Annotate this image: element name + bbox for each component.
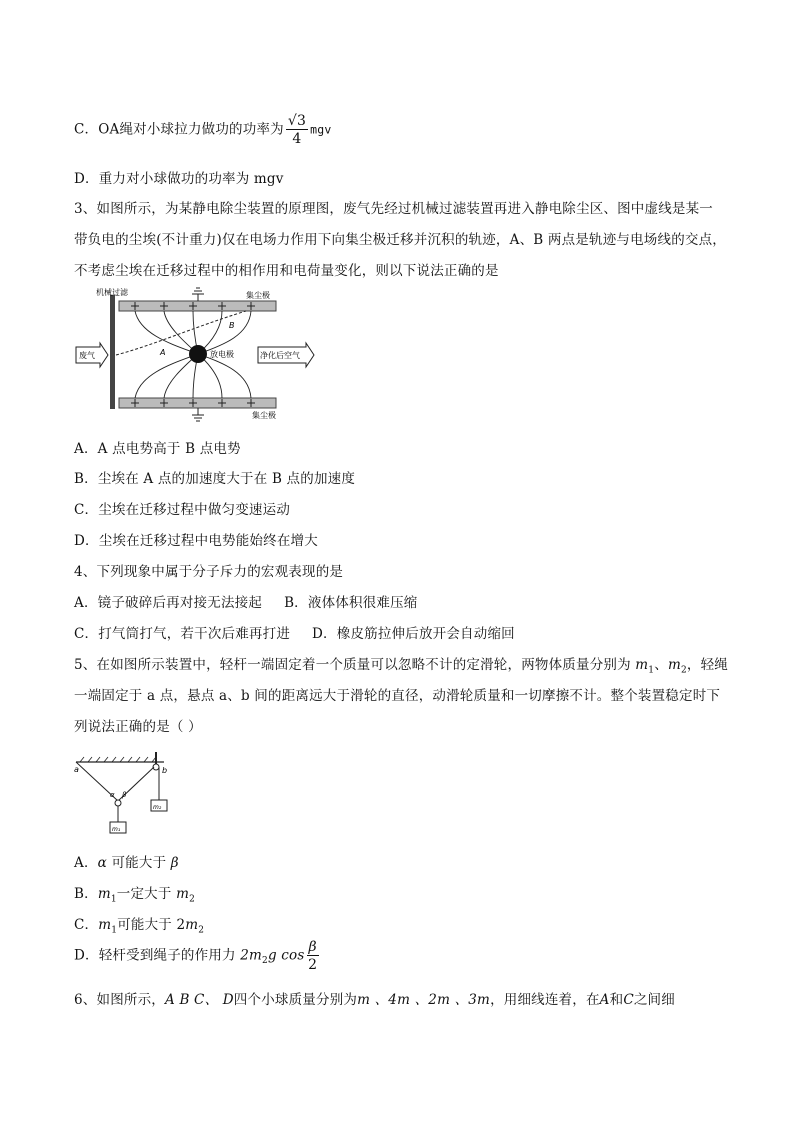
point-a-label: a	[74, 765, 79, 774]
fraction: $\frac{√3}{4}$	[287, 113, 307, 147]
q5-stem-3: 列说法正确的是（ ）	[74, 719, 202, 735]
q3-option-a: A．A 点电势高于 B 点电势	[74, 441, 241, 457]
q5-stem-1: 5、在如图所示装置中，轻杆一端固定着一个质量可以忽略不计的定滑轮，两物体质量分别为 $m_1$、$m_2$，轻绳	[74, 657, 728, 676]
q4-options-row-1: A．镜子破碎后再对接无法接起 B．液体体积很难压缩	[74, 595, 418, 611]
q5-option-d: D．轻杆受到绳子的作用力 $2m_2g$ cos $\frac{\beta}{2}$	[74, 939, 318, 973]
q4-options-row-2: C．打气筒打气，若干次后难再打进 D．橡皮筋拉伸后放开会自动缩回	[74, 626, 515, 642]
filter-bar	[110, 295, 115, 409]
q3-stem-3: 不考虑尘埃在迁移过程中的相作用和电荷量变化，则以下说法正确的是	[74, 263, 499, 279]
option-d-prev: D．重力对小球做功的功率为 mgv	[74, 171, 284, 187]
movable-pulley	[115, 800, 121, 806]
q6-stem: 6、如图所示，A B C、 D四个小球质量分别为m 、4m 、2m 、3m，用细线连着，在A和C之间细	[74, 992, 675, 1008]
bottom-plate-label: 集尘极	[252, 411, 276, 420]
electrostatic-precipitator-figure	[74, 285, 326, 425]
outlet-label: 净化后空气	[260, 351, 300, 360]
q3-stem-2: 带负电的尘埃(不计重力)仅在电场力作用下向集尘极迁移并沉积的轨迹，A、B 两点是轨迹与电场线的交点，	[74, 232, 726, 248]
filter-label: 机械过滤	[96, 288, 128, 297]
q3-option-b: B．尘埃在 A 点的加速度大于在 B 点的加速度	[74, 471, 356, 487]
point-a: A	[160, 348, 166, 357]
inlet-label: 废气	[79, 351, 95, 360]
dust-trajectory	[116, 311, 246, 355]
fraction-beta-2: $\frac{\beta}{2}$	[308, 939, 318, 973]
q4-stem: 4、下列现象中属于分子斥力的宏观表现的是	[74, 564, 344, 580]
point-b-label: b	[162, 766, 168, 775]
option-c-prev: C．OA绳对小球拉力做功的功率为 $\frac{√3}{4}$ mgv	[74, 113, 332, 147]
ceiling-hatch	[80, 757, 156, 762]
m1-label: m₁	[112, 826, 121, 833]
electrode-label: 放电极	[210, 350, 234, 359]
q3-option-c: C．尘埃在迁移过程中做匀变速运动	[74, 502, 291, 518]
q3-stem-1: 3、如图所示，为某静电除尘装置的原理图，废气先经过机械过滤装置再进入静电除尘区、图中虚线是某一	[74, 201, 713, 217]
q5-stem-2: 一端固定于 a 点，悬点 a、b 间的距离远大于滑轮的直径，动滑轮质量和一切摩擦不计。整个装置稳定时下	[74, 688, 721, 704]
q5-option-c: C．$m_1$可能大于 $2m_2$	[74, 917, 205, 936]
m2-label: m₂	[153, 804, 162, 811]
top-plate-label: 集尘极	[246, 291, 270, 300]
beta-label: β	[122, 791, 127, 799]
discharge-electrode	[189, 345, 207, 363]
pulley-figure	[72, 742, 182, 838]
q5-option-b: B．$m_1$一定大于 $m_2$	[74, 886, 196, 905]
alpha-label: α	[110, 791, 115, 799]
q5-option-a: A．α 可能大于 β	[74, 855, 179, 871]
q3-option-d: D．尘埃在迁移过程中电势能始终在增大	[74, 533, 318, 549]
point-b: B	[229, 321, 235, 330]
